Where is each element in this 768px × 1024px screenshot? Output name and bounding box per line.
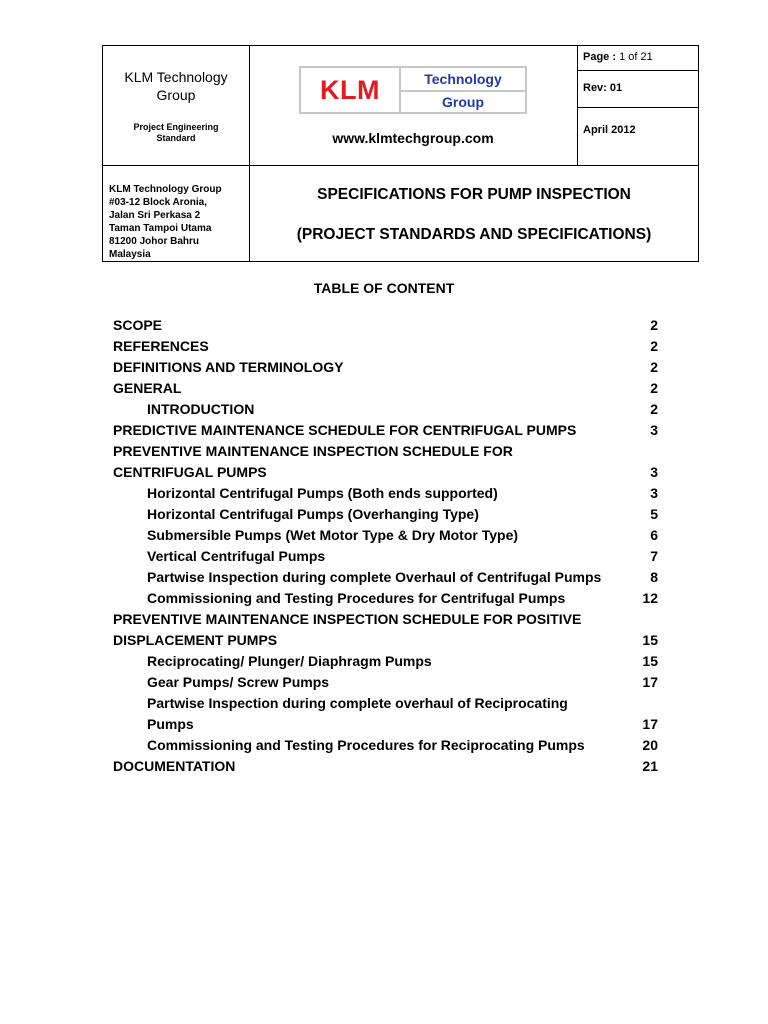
page-value: 1 of 21: [619, 51, 653, 63]
toc-entry-page: 12: [642, 590, 658, 606]
toc-entry[interactable]: [113, 672, 658, 693]
toc-entry-label: Reciprocating/ Plunger/ Diaphragm Pumps: [147, 653, 432, 669]
toc-entry-page: 2: [650, 317, 658, 333]
toc-entry[interactable]: [113, 462, 658, 483]
header-divider: [103, 165, 698, 166]
toc-entry-label: REFERENCES: [113, 338, 209, 354]
company-address: [109, 183, 251, 261]
toc-entry[interactable]: [113, 756, 658, 777]
toc-entry[interactable]: [113, 630, 658, 651]
toc-entry-page: 15: [642, 632, 658, 648]
toc-entry[interactable]: [113, 651, 658, 672]
toc-entry-label: Commissioning and Testing Procedures for Reciprocating Pumps: [147, 737, 585, 753]
document-title: SPECIFICATIONS FOR PUMP INSPECTION: [317, 186, 631, 203]
toc-entry[interactable]: [113, 525, 658, 546]
toc-entry-page: 5: [650, 506, 658, 522]
company-name-line: KLM Technology: [124, 69, 228, 85]
toc-entry[interactable]: [113, 378, 658, 399]
toc-entry[interactable]: [113, 546, 658, 567]
toc-entry[interactable]: [113, 504, 658, 525]
issue-date: April 2012: [583, 124, 636, 136]
toc-entry-page: 6: [650, 527, 658, 543]
toc-entry-page: 3: [650, 464, 658, 480]
revision: Rev: 01: [583, 82, 623, 94]
toc-entry-label: SCOPE: [113, 317, 163, 333]
toc-entry[interactable]: [113, 357, 658, 378]
address-line: KLM Technology Group: [109, 184, 222, 195]
toc-heading: [0, 280, 768, 296]
toc-entry-page: 2: [650, 359, 658, 375]
toc-entry[interactable]: [113, 315, 658, 336]
toc-entry-label: CENTRIFUGAL PUMPS: [113, 464, 267, 480]
toc-entry[interactable]: [113, 588, 658, 609]
toc-entry-label: Commissioning and Testing Procedures for Centrifugal Pumps: [147, 590, 566, 606]
toc-entry[interactable]: [113, 609, 658, 630]
toc-entry-label: Gear Pumps/ Screw Pumps: [147, 674, 330, 690]
logo-technology-text: Technology: [401, 68, 525, 92]
address-line: Taman Tampoi Utama: [109, 223, 212, 234]
toc-entry-page: 2: [650, 380, 658, 396]
address-line: #03-12 Block Aronia,: [109, 197, 208, 208]
page-number: [583, 51, 653, 63]
toc-entry[interactable]: [113, 483, 658, 504]
toc-entry-label: Horizontal Centrifugal Pumps (Overhanging Type): [147, 506, 479, 522]
header-divider: [577, 70, 698, 71]
toc-entry-label: PREVENTIVE MAINTENANCE INSPECTION SCHEDULE FOR POSITIVE: [113, 611, 582, 627]
toc-entry-page: 8: [650, 569, 658, 585]
logo-klm-text: KLM: [301, 68, 401, 112]
toc-entry-label: Horizontal Centrifugal Pumps (Both ends supported): [147, 485, 498, 501]
header-divider: [577, 46, 578, 165]
toc-entry-page: 20: [642, 737, 658, 753]
toc-entry-page: 17: [642, 674, 658, 690]
toc-entry[interactable]: [113, 441, 658, 462]
address-line: 81200 Johor Bahru: [109, 236, 200, 247]
toc-entry-page: 7: [650, 548, 658, 564]
header-divider: [577, 107, 698, 108]
toc-entry-label: DISPLACEMENT PUMPS: [113, 632, 278, 648]
toc-entry-page: 21: [642, 758, 658, 774]
website-url: www.klmtechgroup.com: [332, 130, 494, 146]
klm-logo: [299, 66, 527, 114]
toc-entry-label: Submersible Pumps (Wet Motor Type & Dry Motor Type): [147, 527, 519, 543]
company-name-line: Group: [156, 87, 196, 103]
toc-entry-label: DOCUMENTATION: [113, 758, 236, 774]
toc-entry-label: PREVENTIVE MAINTENANCE INSPECTION SCHEDULE FOR: [113, 443, 513, 459]
toc-entry-label: Partwise Inspection during complete Overhaul of Centrifugal Pumps: [147, 569, 602, 585]
document-header-table: [102, 45, 699, 262]
toc-entry-page: 2: [650, 338, 658, 354]
toc-entry-page: 17: [642, 716, 658, 732]
document-type: [103, 122, 249, 144]
toc-entry[interactable]: [113, 693, 658, 714]
toc-entry-label: DEFINITIONS AND TERMINOLOGY: [113, 359, 344, 375]
company-name: [103, 68, 249, 104]
toc-entry-page: 2: [650, 401, 658, 417]
toc-entry[interactable]: [113, 336, 658, 357]
address-line: Malaysia: [109, 249, 151, 260]
logo-group-text: Group: [442, 94, 484, 110]
toc-entry[interactable]: [113, 567, 658, 588]
toc-heading-text: TABLE OF CONTENT: [313, 280, 455, 296]
page-label: Page :: [583, 51, 617, 63]
toc-entry-label: INTRODUCTION: [147, 401, 255, 417]
toc-entry-page: 15: [642, 653, 658, 669]
address-line: Jalan Sri Perkasa 2: [109, 210, 201, 221]
toc-entry[interactable]: [113, 420, 658, 441]
toc-entry-label: GENERAL: [113, 380, 182, 396]
toc-entry[interactable]: [113, 714, 658, 735]
toc-entry-label: PREDICTIVE MAINTENANCE SCHEDULE FOR CENTRIFUGAL PUMPS: [113, 422, 577, 438]
toc-entry[interactable]: [113, 735, 658, 756]
toc-entry-page: 3: [650, 485, 658, 501]
toc-entry-label: Partwise Inspection during complete overhaul of Reciprocating: [147, 695, 568, 711]
document-subtitle: (PROJECT STANDARDS AND SPECIFICATIONS): [296, 226, 652, 243]
toc-entry-label: Pumps: [147, 716, 194, 732]
toc-entry[interactable]: [113, 399, 658, 420]
document-type-line: Standard: [156, 133, 196, 143]
document-type-line: Project Engineering: [133, 122, 219, 132]
toc-entry-page: 3: [650, 422, 658, 438]
toc-entry-label: Vertical Centrifugal Pumps: [147, 548, 326, 564]
